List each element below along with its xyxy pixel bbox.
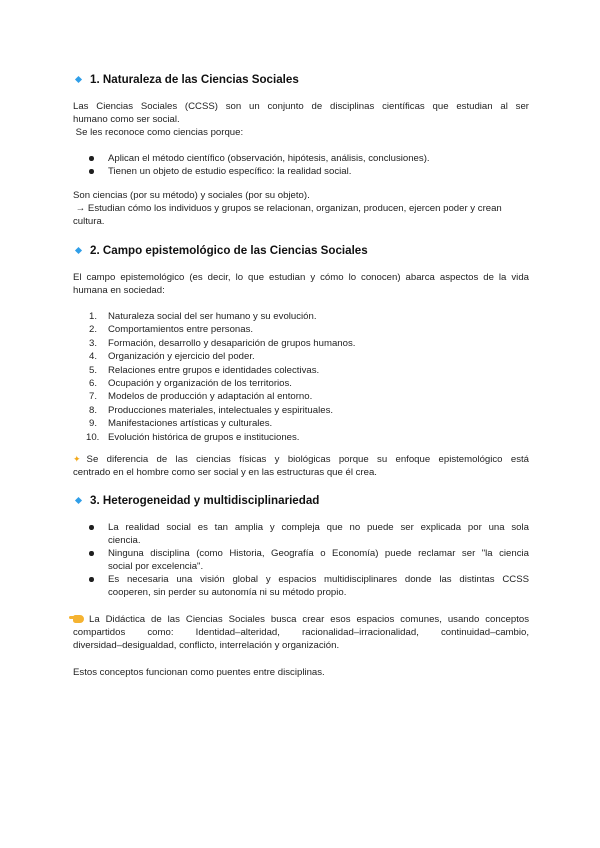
section2-list: [73, 310, 529, 444]
blue-diamond-icon: [75, 497, 82, 504]
section2-note-line1: ✦ Se diferencia de las ciencias físicas y biológicas porque su enfoque epistemológico está: [73, 454, 529, 465]
list-item: 5. Relaciones entre grupos e identidades colectivas.: [89, 364, 320, 376]
section2-heading: [73, 243, 368, 258]
list-item: Es necesaria una visión global y espacios multidisciplinares donde las distintas CCSS cooperen, sin perder su autonomía ni su método propio.: [73, 573, 529, 599]
section2-intro-line1: El campo epistemológico (es decir, lo que estudian y cómo lo conocen) abarca aspectos de la vida: [73, 272, 529, 283]
section1-heading: [73, 72, 299, 87]
section3-heading: [73, 493, 319, 508]
section3-heading-text: 3. Heterogeneidad y multidisciplinariedad: [90, 494, 320, 507]
section2-note-line2: centrado en el hombre como ser social y en las estructuras que él crea.: [73, 467, 377, 478]
section1-summary-line2: → Estudian cómo los individuos y grupos se relacionan, organizan, producen, ejercen poder y crean: [73, 203, 502, 214]
section3-didactic-line1: La Didáctica de las Ciencias Sociales busca crear esos espacios comunes, usando conceptos: [73, 613, 529, 626]
list-item: 4. Organización y ejercicio del poder.: [89, 351, 255, 363]
section1-summary: [73, 189, 529, 228]
section1-summary-line1: Son ciencias (por su método) y sociales (por su objeto).: [73, 190, 310, 201]
section3-bullets: [73, 521, 529, 599]
list-item: 8. Producciones materiales, intelectuales y espirituales.: [89, 404, 334, 416]
sparkle-icon: ✦: [73, 454, 81, 464]
blue-diamond-icon: [75, 76, 82, 83]
list-item: Ninguna disciplina (como Historia, Geografía o Economía) puede reclamar ser "la ciencia social por excelencia".: [73, 547, 529, 573]
section3-didactic: [73, 613, 529, 652]
section1-intro-line2: humano como ser social.: [73, 114, 180, 125]
section1-summary-line3: cultura.: [73, 216, 105, 227]
section1-bullets: [73, 152, 529, 178]
list-item: 3. Formación, desarrollo y desaparición de grupos humanos.: [89, 337, 356, 349]
list-item: La realidad social es tan amplia y compleja que no puede ser explicada por una sola ciencia.: [73, 521, 529, 547]
list-item: 6. Ocupación y organización de los territorios.: [89, 378, 292, 390]
section1-intro-line3: Se les reconoce como ciencias porque:: [73, 127, 244, 138]
list-item: Aplican el método científico (observación, hipótesis, análisis, conclusiones).: [73, 152, 529, 165]
section2-intro-line2: humana en sociedad:: [73, 285, 165, 296]
list-item: 9. Manifestaciones artísticas y culturales.: [89, 418, 273, 430]
section2-intro: [73, 271, 529, 297]
list-item: 1. Naturaleza social del ser humano y su evolución.: [89, 311, 317, 322]
section1-intro-line1: Las Ciencias Sociales (CCSS) son un conjunto de disciplinas científicas que estudian al ser: [73, 101, 529, 112]
list-item: 10. Evolución histórica de grupos e instituciones.: [86, 431, 300, 443]
list-item: 2. Comportamientos entre personas.: [89, 324, 254, 336]
section1-heading-text: 1. Naturaleza de las Ciencias Sociales: [90, 73, 299, 86]
pointing-hand-icon: [73, 615, 84, 623]
list-item: 7. Modelos de producción y adaptación al entorno.: [89, 391, 313, 403]
section3-didactic-line2: compartidos como: Identidad–alteridad, racionalidad–irracionalidad, continuidad–cambio,: [73, 627, 529, 638]
section3-closing: Estos conceptos funcionan como puentes entre disciplinas.: [73, 667, 325, 678]
section3-didactic-line3: diversidad–desigualdad, conflicto, interrelación y organización.: [73, 640, 340, 651]
section1-intro: [73, 100, 529, 139]
blue-diamond-icon: [75, 247, 82, 254]
section2-heading-text: 2. Campo epistemológico de las Ciencias Sociales: [90, 244, 368, 257]
list-item: Tienen un objeto de estudio específico: la realidad social.: [73, 165, 529, 178]
section2-note: [73, 453, 529, 479]
